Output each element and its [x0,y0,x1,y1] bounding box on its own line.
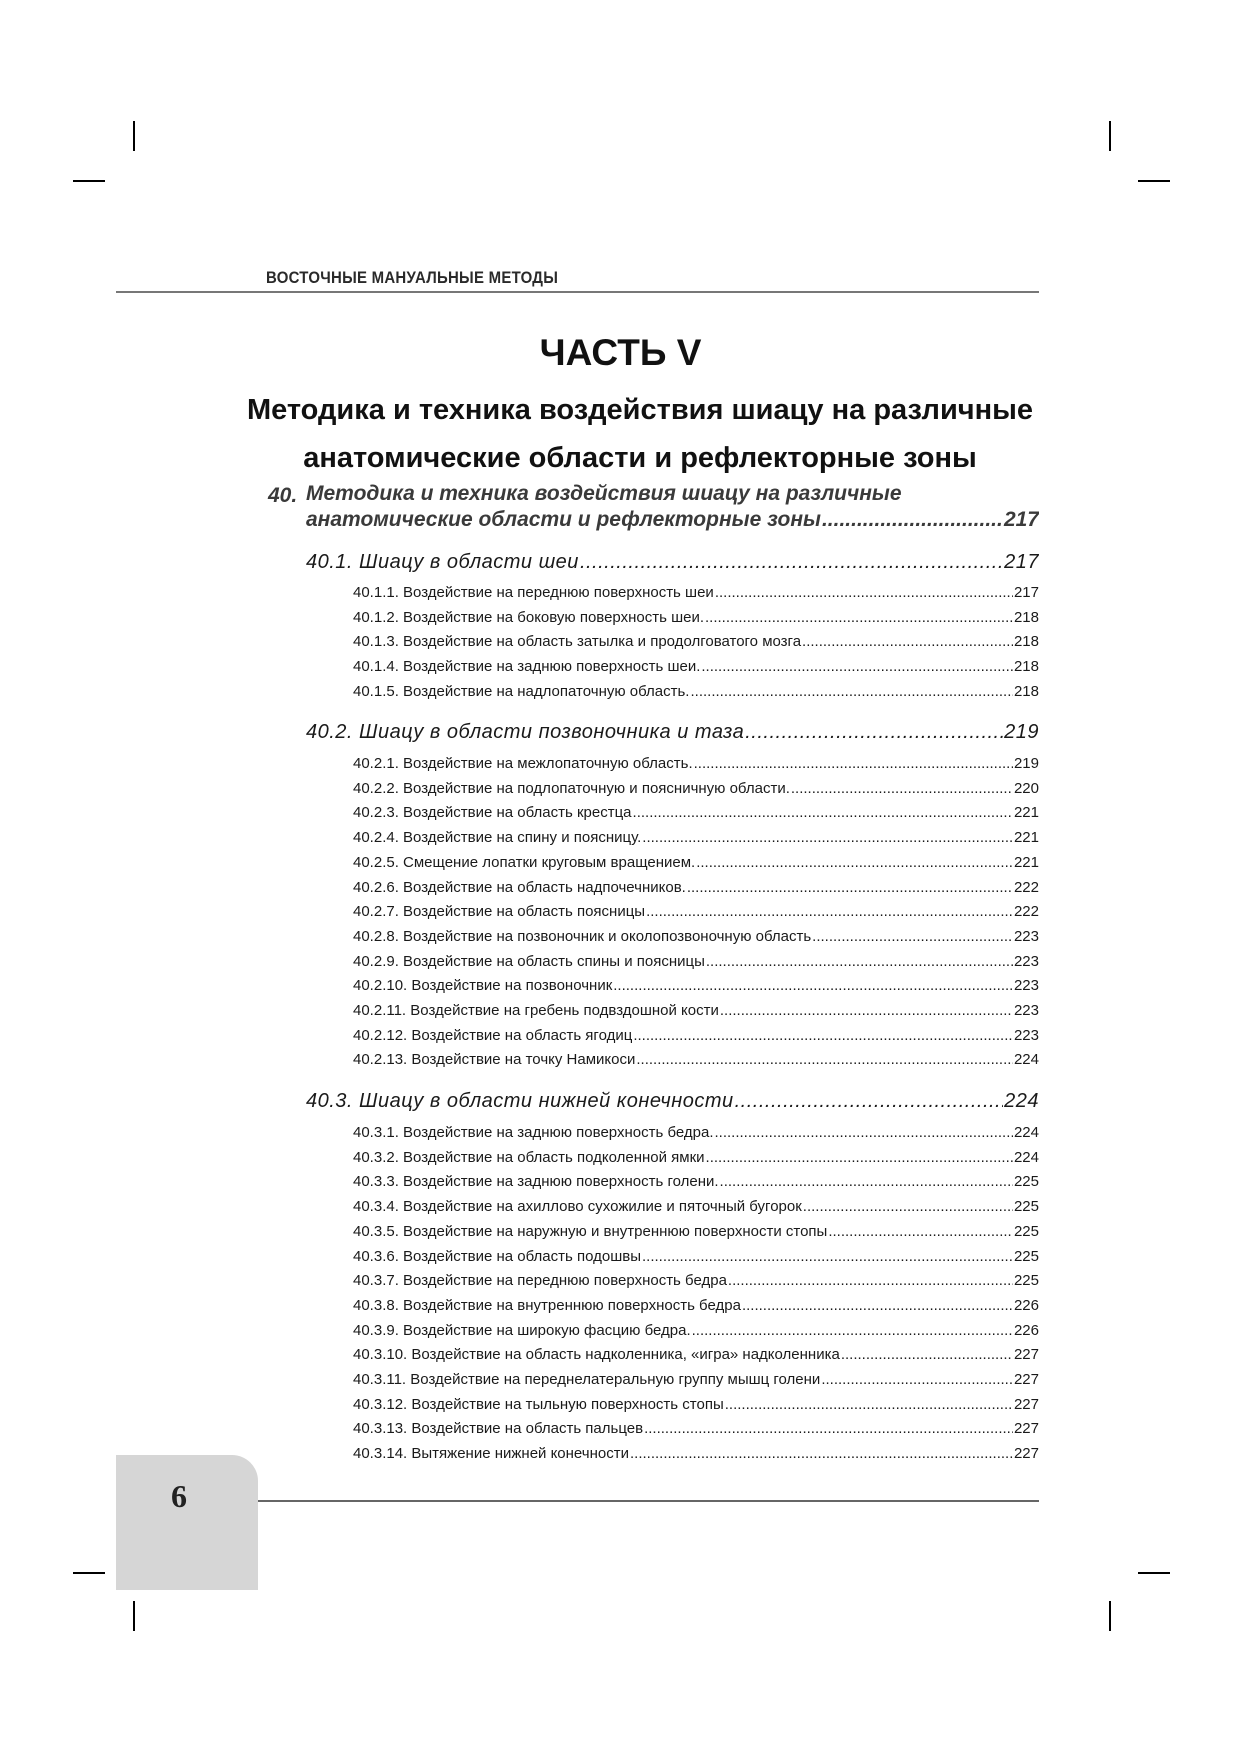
toc-item-title: 40.2.5. Смещение лопатки круговым вращением. [353,854,696,871]
toc-leader [720,1173,1013,1190]
toc-item[interactable] [353,1297,1039,1314]
toc-item-title: 40.3.12. Воздействие на тыльную поверхность стопы [353,1396,724,1413]
toc-item-title: 40.2.2. Воздействие на подлопаточную и поясничную области. [353,780,790,797]
toc-item-title: 40.1.1. Воздействие на переднюю поверхность шеи [353,584,714,601]
toc-item[interactable] [353,1173,1039,1190]
toc-leader [720,1002,1013,1019]
toc-item[interactable] [353,854,1039,871]
toc-item[interactable] [353,584,1039,601]
part-title: ЧАСТЬ V [539,332,702,373]
toc-item-title: 40.2.12. Воздействие на область ягодиц [353,1027,633,1044]
toc-item-page: 227 [1013,1420,1039,1437]
toc-leader [705,609,1013,626]
toc-leader [687,879,1013,896]
toc-item-title: 40.2.6. Воздействие на область надпочечников. [353,879,686,896]
toc-item[interactable] [353,1051,1039,1068]
toc-item-page: 217 [1013,584,1039,601]
toc-leader [706,1149,1013,1166]
toc-section-title: 40.1. Шиацу в области шеи [306,551,579,573]
toc-chapter-number: 40. [268,484,298,507]
toc-item-page: 222 [1013,903,1039,920]
toc-item[interactable] [353,953,1039,970]
toc-item-title: 40.2.4. Воздействие на спину и поясницу. [353,829,642,846]
toc-item-page: 227 [1013,1371,1039,1388]
toc-leader [791,780,1013,797]
toc-leader [694,755,1013,772]
toc-item[interactable] [353,1248,1039,1265]
toc-item[interactable] [353,804,1039,821]
toc-item-title: 40.3.14. Вытяжение нижней конечности [353,1445,629,1462]
toc-leader [642,829,1013,846]
toc-item-title: 40.3.9. Воздействие на широкую фасцию бедра. [353,1322,691,1339]
part-subtitle-line: Методика и техника воздействия шиацу на различные [246,394,1034,426]
crop-mark [133,1601,135,1631]
toc-item-title: 40.2.3. Воздействие на область крестца [353,804,632,821]
toc-item[interactable] [353,1322,1039,1339]
toc-item-title: 40.3.4. Воздействие на ахиллово сухожилие и пяточный бугорок [353,1198,802,1215]
toc-leader [802,633,1013,650]
toc-leader [580,551,1003,574]
crop-mark [1138,1572,1170,1574]
toc-item-page: 218 [1013,658,1039,675]
toc-item[interactable] [353,633,1039,650]
toc-item[interactable] [353,1002,1039,1019]
toc-item[interactable] [353,658,1039,675]
toc-item[interactable] [353,879,1039,896]
toc-item-title: 40.2.7. Воздействие на область поясницы [353,903,646,920]
page-number: 6 [171,1478,187,1514]
toc-leader [690,683,1012,700]
toc-leader [636,1051,1013,1068]
toc-section-page: 224 [1004,1090,1039,1112]
toc-item[interactable] [353,1198,1039,1215]
toc-item[interactable] [353,755,1039,772]
toc-item-title: 40.1.4. Воздействие на заднюю поверхность шеи. [353,658,701,675]
toc-chapter-line1: Методика и техника воздействия шиацу на различные [306,482,902,505]
toc-leader [696,854,1013,871]
toc-item[interactable] [353,1420,1039,1437]
toc-item-page: 219 [1013,755,1039,772]
toc-item-page: 223 [1013,953,1039,970]
toc-item-title: 40.2.9. Воздействие на область спины и поясницы [353,953,705,970]
toc-item[interactable] [353,1124,1039,1141]
toc-chapter-title: анатомические области и рефлекторные зоны [306,508,821,531]
toc-item-title: 40.2.13. Воздействие на точку Намикоси [353,1051,636,1068]
toc-item[interactable] [353,829,1039,846]
toc-leader [633,1027,1013,1044]
crop-mark [1138,180,1170,182]
toc-leader [745,721,1003,744]
toc-leader [630,1445,1013,1462]
toc-leader [706,953,1013,970]
toc-item[interactable] [353,903,1039,920]
toc-item-page: 224 [1013,1124,1039,1141]
toc-item-title: 40.3.3. Воздействие на заднюю поверхность голени. [353,1173,719,1190]
toc-item-title: 40.3.1. Воздействие на заднюю поверхность бедра. [353,1124,714,1141]
toc-item-page: 218 [1013,683,1039,700]
toc-item-title: 40.3.7. Воздействие на переднюю поверхность бедра [353,1272,727,1289]
toc-item-title: 40.3.8. Воздействие на внутреннюю поверхность бедра [353,1297,741,1314]
toc-item-title: 40.3.11. Воздействие на переднелатеральную группу мышц голени [353,1371,821,1388]
toc-item-page: 220 [1013,780,1039,797]
toc-item-page: 227 [1013,1396,1039,1413]
toc-item-page: 225 [1013,1272,1039,1289]
toc-leader [841,1346,1013,1363]
crop-mark [133,121,135,151]
toc-leader [644,1420,1013,1437]
toc-leader [646,903,1013,920]
crop-mark [1109,121,1111,151]
toc-leader [803,1198,1013,1215]
running-header: ВОСТОЧНЫЕ МАНУАЛЬНЫЕ МЕТОДЫ [266,268,559,287]
toc-item-page: 223 [1013,1002,1039,1019]
crop-mark [73,180,105,182]
toc-item-title: 40.2.11. Воздействие на гребень подвздошной кости [353,1002,719,1019]
toc-leader [728,1272,1013,1289]
part-subtitle-line: анатомические области и рефлекторные зоны [303,442,977,474]
toc-item-page: 224 [1013,1149,1039,1166]
toc-leader [642,1248,1013,1265]
toc-item-page: 221 [1013,829,1039,846]
toc-leader [715,584,1013,601]
crop-mark [73,1572,105,1574]
toc-item-title: 40.1.2. Воздействие на боковую поверхность шеи. [353,609,705,626]
toc-item-title: 40.2.10. Воздействие на позвоночник [353,977,613,994]
toc-item-page: 218 [1013,633,1039,650]
toc-item[interactable] [353,1445,1039,1462]
toc-item-page: 223 [1013,1027,1039,1044]
toc-item-title: 40.1.3. Воздействие на область затылка и продолговатого мозга [353,633,802,650]
toc-item-title: 40.1.5. Воздействие на надлопаточную область. [353,683,690,700]
toc-leader [725,1396,1013,1413]
toc-leader [812,928,1013,945]
crop-mark [1109,1601,1111,1631]
toc-section-page: 217 [1004,551,1039,573]
footer-rule [258,1500,1039,1502]
toc-chapter-line2 [306,508,1039,532]
toc-section-title: 40.2. Шиацу в области позвоночника и таза [306,721,745,743]
toc-item-page: 222 [1013,879,1039,896]
toc-item[interactable] [353,683,1039,700]
toc-leader [828,1223,1013,1240]
toc-item-page: 227 [1013,1346,1039,1363]
toc-item-page: 225 [1013,1223,1039,1240]
toc-leader [742,1297,1013,1314]
toc-item[interactable] [353,780,1039,797]
toc-item-title: 40.2.8. Воздействие на позвоночник и околопозвоночную область [353,928,812,945]
toc-item-page: 225 [1013,1198,1039,1215]
toc-leader [822,508,1003,532]
toc-item[interactable] [353,1149,1039,1166]
toc-section[interactable] [306,1090,1039,1113]
toc-leader [714,1124,1012,1141]
toc-item-page: 226 [1013,1297,1039,1314]
toc-item-page: 224 [1013,1051,1039,1068]
toc-section-title: 40.3. Шиацу в области нижней конечности [306,1090,734,1112]
toc-item-page: 218 [1013,609,1039,626]
toc-item-title: 40.2.1. Воздействие на межлопаточную область. [353,755,693,772]
page-number-tab [116,1455,258,1590]
toc-item[interactable] [353,1371,1039,1388]
toc-chapter-page: 217 [1003,508,1039,531]
toc-section[interactable] [306,721,1039,744]
toc-item-page: 225 [1013,1173,1039,1190]
toc-section[interactable] [306,551,1039,574]
toc-item-title: 40.3.2. Воздействие на область подколенной ямки [353,1149,705,1166]
toc-item-title: 40.3.6. Воздействие на область подошвы [353,1248,641,1265]
toc-leader [701,658,1013,675]
toc-item[interactable] [353,1223,1039,1240]
toc-item-page: 223 [1013,928,1039,945]
toc-item[interactable] [353,1396,1039,1413]
toc-leader [821,1371,1013,1388]
toc-item-page: 227 [1013,1445,1039,1462]
toc-item[interactable] [353,1027,1039,1044]
toc-leader [633,804,1013,821]
toc-leader [735,1090,1004,1113]
header-rule [116,291,1039,293]
toc-leader [613,977,1013,994]
toc-section-page: 219 [1004,721,1039,743]
toc-item-title: 40.3.13. Воздействие на область пальцев [353,1420,644,1437]
toc-item-page: 223 [1013,977,1039,994]
toc-item-page: 226 [1013,1322,1039,1339]
toc-item-page: 225 [1013,1248,1039,1265]
toc-item-title: 40.3.10. Воздействие на область надколенника, «игра» надколенника [353,1346,840,1363]
toc-item[interactable] [353,609,1039,626]
part-subtitle [200,386,1080,482]
toc-item-page: 221 [1013,854,1039,871]
toc-item-page: 221 [1013,804,1039,821]
toc-leader [692,1322,1013,1339]
toc-item-title: 40.3.5. Воздействие на наружную и внутреннюю поверхности стопы [353,1223,828,1240]
toc-item[interactable] [353,977,1039,994]
toc-item[interactable] [353,1346,1039,1363]
toc-item[interactable] [353,928,1039,945]
toc-item[interactable] [353,1272,1039,1289]
